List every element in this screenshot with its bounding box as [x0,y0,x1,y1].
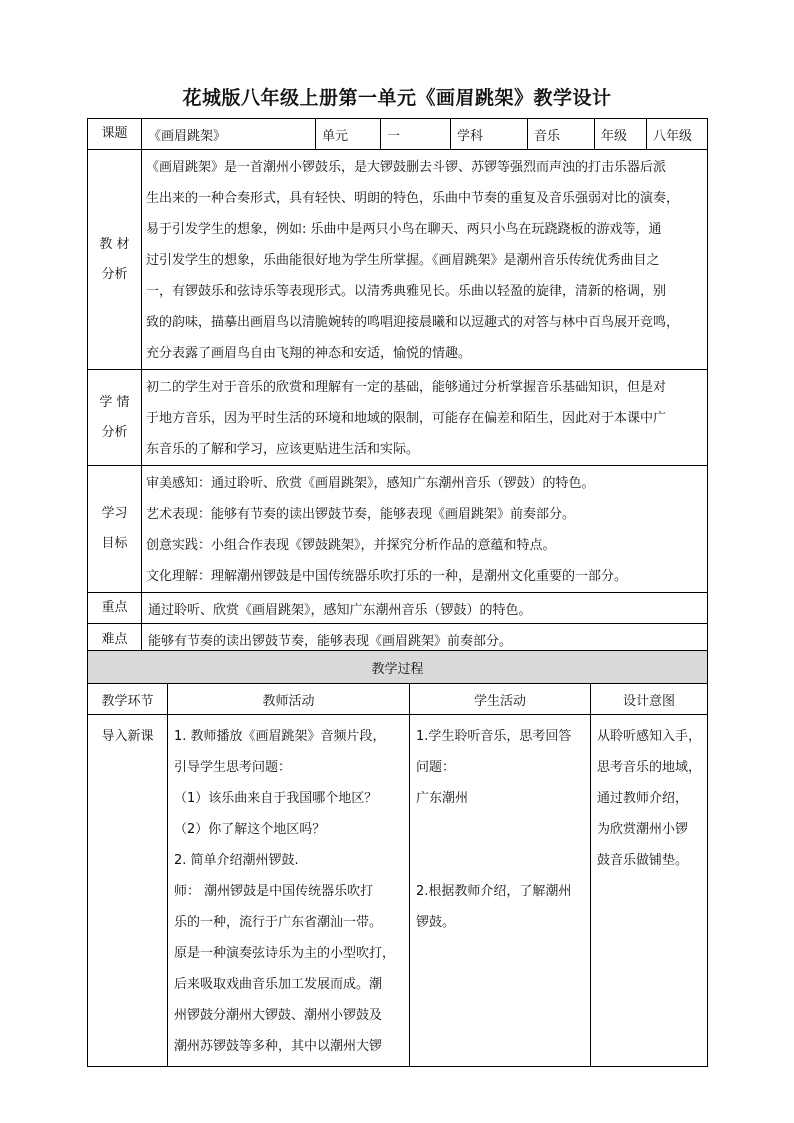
info-row [88,119,708,150]
design-intent: 从聆听感知入手， 思考音乐的地域， 通过教师介绍， 为欣赏潮州小锣 鼓音乐做铺垫。 [591,715,708,1067]
key-point-text: 通过聆听、欣赏《画眉跳架》，感知广东潮州音乐（锣鼓）的特色。 [142,593,708,624]
subject-label: 学科 [451,119,528,150]
page-title: 花城版八年级上册第一单元《画眉跳架》教学设计 [182,87,612,109]
learner-text: 初二的学生对于音乐的欣赏和理解有一定的基础，能够通过分析掌握音乐基础知识，但是对 于地方音乐，因为平时生活的环境和地域的限制，可能存在偏差和陌生，因此对于本课中广 东音乐的了解和学习，应该更贴进生活和实际。 [142,370,708,466]
learner-row [88,370,708,466]
subject-value: 音乐 [528,119,595,150]
material-text: 《画眉跳架》是一首潮州小锣鼓乐，是大锣鼓删去斗锣、苏锣等强烈而声浊的打击乐器后派 生出来的一种合奏形式，具有轻快、明朗的特色，乐曲中节奏的重复及音乐强弱对比的演奏， 易于引发学生的想象，例如: 乐曲中是两只小鸟在聊天、两只小鸟在玩跷跷板的游戏等，通 过引发学生的想象，乐曲能很好地为学生所掌握。《画眉跳架》是潮州音乐传统优秀曲目之 一，有锣鼓乐和弦诗乐等表现形式。以清秀典雅见长。乐曲以轻盈的旋律，清新的格调，别 致的韵味，描摹出画眉鸟以清脆婉转的鸣唱迎接晨曦和以逗趣式的对答与林中百鸟展开竞鸣， 充分表露了画眉鸟自由飞翔的神态和安适，愉悦的情趣。 [142,150,708,370]
objectives-row [88,466,708,593]
header-stage: 教学环节 [88,684,168,715]
header-teacher: 教师活动 [168,684,410,715]
key-point-label: 重点 [88,593,142,624]
course-value: 《画眉跳架》 [142,119,316,150]
unit-label: 单元 [316,119,381,150]
process-header-row [88,684,708,715]
learner-label: 学 情 分析 [88,370,142,466]
process-title-row [88,651,708,684]
info-table [87,118,708,656]
process-row-intro [88,715,708,1067]
difficulty-label: 难点 [88,624,142,656]
grade-value: 八年级 [647,119,708,150]
process-title: 教学过程 [88,651,708,684]
grade-label: 年级 [595,119,647,150]
key-point-row [88,593,708,624]
header-student: 学生活动 [410,684,591,715]
difficulty-text: 能够有节奏的读出锣鼓节奏，能够表现《画眉跳架》前奏部分。 [142,624,708,656]
teacher-activity: 1. 教师播放《画眉跳架》音频片段， 引导学生思考问题： （1）该乐曲来自于我国哪个地区？ （2）你了解这个地区吗？ 2. 简单介绍潮州锣鼓. 师： 潮州锣鼓是中国传统器乐吹打 乐的一种，流行于广东省潮汕一带。 原是一种演奏弦诗乐为主的小型吹打， 后来吸取戏曲音乐加工发展而成。潮 州锣鼓分潮州大锣鼓、潮州小锣鼓及 潮州苏锣鼓等多种，其中以潮州大锣 [168,715,410,1067]
header-intent: 设计意图 [591,684,708,715]
objectives-text: 审美感知：通过聆听、欣赏《画眉跳架》，感知广东潮州音乐（锣鼓）的特色。 艺术表现：能够有节奏的读出锣鼓节奏，能够表现《画眉跳架》前奏部分。 创意实践：小组合作表现《锣鼓跳架》，并探究分析作品的意蕴和特点。 文化理解：理解潮州锣鼓是中国传统器乐吹打乐的一种，是潮州文化重要的一部分。 [142,466,708,593]
course-label: 课题 [88,119,142,150]
student-activity: 1.学生聆听音乐，思考回答 问题： 广东潮州 2.根据教师介绍，了解潮州 锣鼓。 [410,715,591,1067]
objectives-label: 学习 目标 [88,466,142,593]
material-label: 教 材 分析 [88,150,142,370]
process-table [87,650,708,1067]
unit-value: 一 [381,119,451,150]
stage-intro: 导入新课 [88,715,168,1067]
material-row [88,150,708,370]
